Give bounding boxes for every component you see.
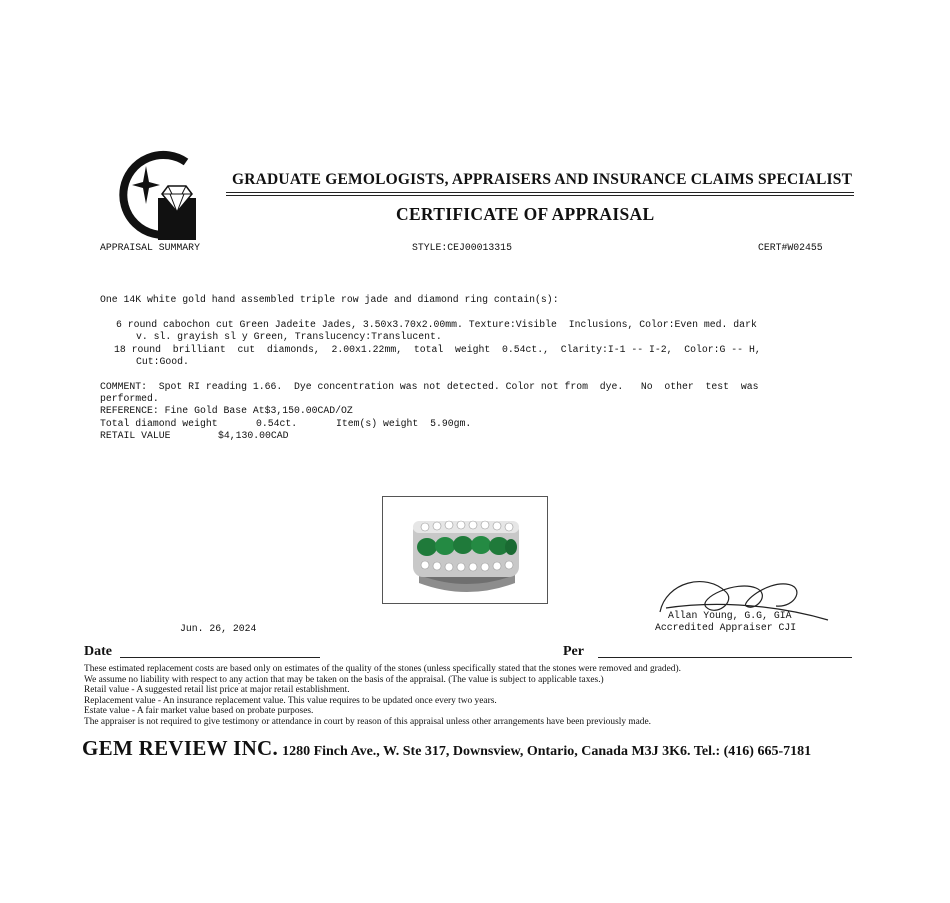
date-value: Jun. 26, 2024 bbox=[180, 623, 257, 634]
disclaimer-line: Estate value - A fair market value based on probate purposes. bbox=[84, 706, 314, 717]
comment-line2: performed. bbox=[100, 393, 159, 404]
total-diamond-value: 0.54ct. bbox=[256, 418, 298, 429]
item-jade-line2: v. sl. grayish sl y Green, Translucency:Translucent. bbox=[136, 331, 442, 342]
certificate-title: CERTIFICATE OF APPRAISAL bbox=[396, 204, 655, 224]
disclaimer-line: We assume no liability with respect to any action that may be taken on the basis of the appraisal. (The value is subject to applicable taxes.) bbox=[84, 674, 604, 685]
gem-logo bbox=[108, 148, 204, 244]
item-diamond-line1: 18 round brilliant cut diamonds, 2.00x1.22mm, total weight 0.54ct., Clarity:I-1 -- I-2, Color:G -- H, bbox=[114, 344, 761, 355]
per-line bbox=[598, 657, 852, 658]
style-number: STYLE:CEJ00013315 bbox=[412, 242, 512, 253]
ring-photo bbox=[382, 496, 548, 604]
disclaimer-line: These estimated replacement costs are based only on estimates of the quality of the stones (unless specifically stated that the stones were removed and graded). bbox=[84, 664, 681, 674]
retail-value-amount: $4,130.00CAD bbox=[218, 430, 289, 441]
description-intro: One 14K white gold hand assembled triple row jade and diamond ring contain(s): bbox=[100, 294, 559, 305]
appraiser-title: Accredited Appraiser CJI bbox=[655, 622, 797, 633]
disclaimer-line: Replacement value - An insurance replacement value. This value requires to be updated once every two years. bbox=[84, 695, 497, 706]
per-label: Per bbox=[563, 644, 584, 659]
disclaimer-line: The appraiser is not required to give testimony or attendance in court by reason of this appraisal unless other arrangements have been previously made. bbox=[84, 716, 652, 727]
comment-line1: COMMENT: Spot RI reading 1.66. Dye concentration was not detected. Color not from dye. No other test was bbox=[100, 381, 759, 392]
reference-line: REFERENCE: Fine Gold Base At$3,150.00CAD/OZ bbox=[100, 405, 353, 416]
ring-image bbox=[383, 497, 547, 603]
header-title: GRADUATE GEMOLOGISTS, APPRAISERS AND INSURANCE CLAIMS SPECIALIST bbox=[232, 171, 853, 188]
footer bbox=[82, 736, 811, 761]
date-line bbox=[120, 657, 320, 658]
appraisal-summary-label: APPRAISAL SUMMARY bbox=[100, 242, 200, 253]
company-address: 1280 Finch Ave., W. Ste 317, Downsview, Ontario, Canada M3J 3K6. Tel.: (416) 665-7181 bbox=[282, 744, 812, 759]
cert-number: CERT#W02455 bbox=[758, 242, 823, 253]
item-weight: Item(s) weight 5.90gm. bbox=[336, 418, 472, 429]
appraiser-name: Allan Young, G.G, GIA bbox=[668, 610, 792, 621]
header-rule-bottom bbox=[226, 195, 854, 196]
retail-value-label: RETAIL VALUE bbox=[100, 430, 171, 441]
header-rule-top bbox=[226, 192, 854, 193]
disclaimer-line: Retail value - A suggested retail list price at major retail establishment. bbox=[84, 685, 350, 696]
disclaimer bbox=[84, 664, 884, 728]
company-name: GEM REVIEW INC. bbox=[82, 736, 279, 760]
total-diamond-label: Total diamond weight bbox=[100, 418, 218, 429]
item-jade-line1: 6 round cabochon cut Green Jadeite Jades, 3.50x3.70x2.00mm. Texture:Visible Inclusions, Color:Even med. dark bbox=[116, 319, 757, 330]
date-label: Date bbox=[84, 644, 112, 659]
item-diamond-line2: Cut:Good. bbox=[136, 356, 189, 367]
